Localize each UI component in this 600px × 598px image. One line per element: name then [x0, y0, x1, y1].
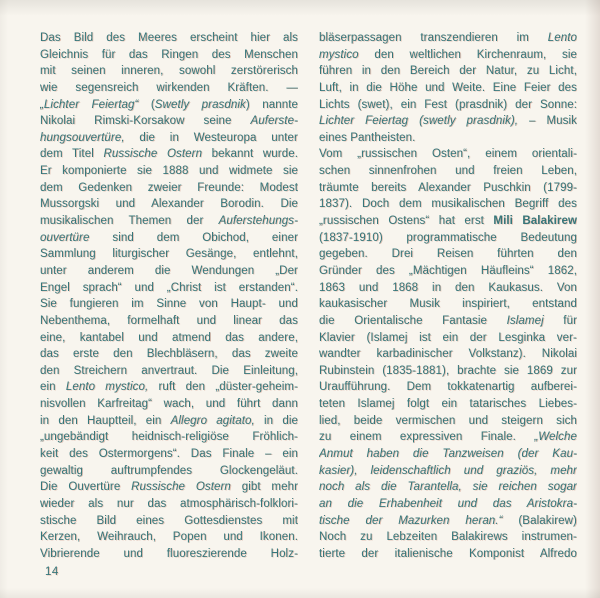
text-segment: den weltlichen Kirchenraum, sie: [358, 48, 577, 61]
text-segment: wieder als nur das atmosphärisch-folklori-: [40, 497, 298, 510]
text-segment: das erste den Blechbläsern, das zweite: [40, 348, 298, 361]
scan-edge-left: [0, 0, 8, 598]
text-segment: bekannt wurde.: [202, 148, 298, 161]
text-segment: zu einem expressiven Finale.: [319, 431, 535, 444]
text-line: [40, 180, 298, 197]
text-segment: wandter karbadinischer Volkstanz). Nikolai: [319, 348, 577, 361]
text-line: [40, 546, 298, 563]
text-columns: [40, 30, 577, 563]
text-segment: Vom „russischen Osten“, einem orientali-: [319, 148, 577, 161]
text-line: [319, 546, 577, 563]
text-segment: 1837). Doch dem musikalischen Begriff des: [319, 198, 577, 211]
text-line: [40, 330, 298, 347]
text-line: [40, 313, 298, 330]
text-line: [319, 296, 577, 313]
scan-edge-right: [585, 0, 600, 598]
text-line: [319, 213, 577, 230]
text-segment: Russische Ostern: [131, 481, 231, 494]
text-segment: wie segensreich wirkenden Kräften. —: [40, 81, 298, 94]
text-line: [319, 463, 577, 480]
text-segment: Das Bild des Meeres erscheint hier als: [40, 32, 298, 44]
text-line: [40, 529, 298, 546]
text-segment: „russischen Ostens“ hat erst: [319, 215, 494, 228]
text-line: [319, 429, 577, 446]
text-segment: Islamej: [506, 314, 544, 327]
text-segment: träumte bereits Alexander Puschkin (1799-: [319, 181, 577, 194]
text-segment: Swetly prasdnik: [154, 98, 246, 111]
text-line: [319, 30, 577, 47]
text-segment: ruft den „düster-geheim-: [148, 381, 298, 394]
scan-edge-top: [0, 0, 600, 16]
text-segment: eine, kantabel und atmend das andere,: [40, 331, 298, 344]
text-line: [40, 346, 298, 363]
text-segment: Sie fungieren im Sinne von Haupt- und: [40, 298, 298, 311]
column-left: [40, 30, 298, 563]
text-line: [319, 180, 577, 197]
text-segment: mit seinen inneren, sowohl zerstörerisch: [40, 65, 298, 78]
text-segment: „ungebändigt heidnisch-religiöse Fröhlich-: [40, 431, 298, 444]
text-line: [40, 213, 298, 230]
text-line: [40, 63, 298, 80]
scan-edge-bottom: [0, 588, 600, 598]
text-line: [319, 113, 577, 130]
text-segment: gibt mehr: [230, 481, 298, 494]
text-line: [319, 230, 577, 247]
text-line: [319, 146, 577, 163]
text-line: [40, 413, 298, 430]
text-segment: Sammlung liturgischer Gesänge, entlehnt,: [40, 248, 298, 261]
text-line: [319, 63, 577, 80]
text-segment: führen in den Bereich der Natur, zu Licht,: [319, 65, 577, 78]
column-right: [319, 30, 577, 563]
text-segment: Auferste-: [250, 115, 298, 128]
text-segment: Vibrierende und fluoreszierende Holz-: [40, 547, 298, 560]
text-segment: Die Ouvertüre: [40, 481, 132, 494]
text-segment: – Musik: [518, 115, 577, 128]
text-segment: Engel sprach“ und „Christ ist erstanden“.: [40, 281, 298, 294]
text-segment: Lento mystico,: [65, 381, 149, 394]
text-segment: dem Gedenken zweier Freunde: Modest: [40, 181, 298, 194]
text-segment: Auferstehungs-: [218, 215, 298, 228]
text-segment: hungsouvertüre,: [40, 131, 125, 144]
text-segment: Rubinstein (1835-1881), brachte sie 1869 zur: [319, 364, 577, 377]
text-segment: den Streichern anvertraut. Die Einleitung,: [40, 364, 298, 377]
text-line: [40, 446, 298, 463]
text-segment: dem Titel: [40, 148, 104, 161]
text-segment: teten Islamej folgt ein tatarisches Liebes-: [319, 398, 577, 411]
text-segment: (Balakirew): [502, 514, 577, 527]
text-segment: mystico: [319, 48, 359, 61]
text-segment: Gleichnis für das Ringen des Menschen: [40, 48, 298, 61]
text-segment: in den Hauptteil, ein: [40, 414, 171, 427]
text-line: [319, 313, 577, 330]
text-line: [319, 97, 577, 114]
text-line: [40, 146, 298, 163]
text-line: [40, 396, 298, 413]
text-line: [319, 446, 577, 463]
text-line: [40, 196, 298, 213]
text-segment: keit des Ostermorgens“. Das Finale – ein: [40, 448, 298, 461]
text-line: [319, 130, 577, 147]
text-line: [319, 346, 577, 363]
text-line: [40, 97, 298, 114]
text-segment: schen sinnenfrohen und freien Leben,: [319, 165, 577, 178]
text-segment: Klavier (Islamej ist ein der Lesginka ver-: [319, 331, 577, 344]
text-line: [40, 113, 298, 130]
text-line: [40, 429, 298, 446]
text-segment: Er komponierte sie 1888 und widmete sie: [40, 165, 298, 178]
text-line: [319, 246, 577, 263]
text-segment: gegeben. Drei Reisen führten den: [319, 248, 577, 261]
text-segment: Noch zu Lebzeiten Balakirews instrumen-: [319, 531, 577, 544]
text-segment: Lichter Feiertag (swetly prasdnik),: [319, 115, 519, 128]
text-segment: tierte der italienische Komponist Alfredo: [319, 547, 577, 560]
text-segment: kasier), leidenschaftlich und graziös, mehr: [319, 464, 577, 477]
text-line: [40, 263, 298, 280]
text-segment: musikalischen Themen der: [40, 215, 219, 228]
text-line: [319, 163, 577, 180]
text-segment: lied, beide vermischen und steigern sich: [319, 414, 577, 427]
text-segment: bläserpassagen transzendieren im: [319, 32, 548, 44]
text-segment: nisvollen Karfreitag“ wach, und führt dann: [40, 398, 298, 411]
text-segment: ein: [40, 381, 66, 394]
text-segment: Lento: [547, 32, 577, 44]
text-line: [319, 363, 577, 380]
text-segment: Mili Balakirew: [493, 215, 577, 228]
text-line: [40, 379, 298, 396]
text-segment: Russische Ostern: [103, 148, 203, 161]
text-line: [319, 196, 577, 213]
text-line: [40, 280, 298, 297]
text-segment: die Orientalische Fantasie: [319, 314, 507, 327]
page-number: 14: [45, 566, 59, 578]
text-line: [319, 513, 577, 530]
text-line: [40, 30, 298, 47]
text-segment: eines Pantheisten.: [319, 131, 416, 144]
text-segment: in die: [254, 414, 298, 427]
text-segment: stische Bild eines Gottesdienstes mit: [40, 514, 298, 527]
text-line: [319, 330, 577, 347]
text-line: [319, 80, 577, 97]
text-segment: Lichts (swet), ein Fest (prasdnik) der Sonne:: [319, 98, 577, 111]
text-line: [40, 496, 298, 513]
text-segment: „Welche: [534, 431, 577, 444]
text-segment: Luft, in die Höhe und Weite. Eine Feier des: [319, 81, 577, 94]
text-line: [40, 163, 298, 180]
text-line: [40, 363, 298, 380]
text-segment: sind dem Obichod, einer: [89, 231, 298, 244]
text-segment: unter anderem die Wendungen „Der: [40, 264, 298, 277]
text-line: [319, 396, 577, 413]
text-line: [40, 230, 298, 247]
text-segment: Anmut haben die Tanzweisen (der Kau-: [319, 448, 577, 461]
text-segment: „Lichter Feiertag“: [40, 98, 139, 111]
text-line: [319, 379, 577, 396]
text-segment: (1837-1910) programmatische Bedeutung: [319, 231, 577, 244]
text-line: [40, 246, 298, 263]
text-segment: tische der Mazurken heran.“: [319, 514, 503, 527]
text-line: [319, 529, 577, 546]
text-segment: Uraufführung. Dem tokkatenartig aufberei-: [319, 381, 577, 394]
text-segment: an die Erhabenheit und das Aristokra-: [319, 497, 577, 510]
text-segment: Nikolai Rimski-Korsakow seine: [40, 115, 251, 128]
text-line: [40, 130, 298, 147]
text-line: [319, 263, 577, 280]
text-segment: 1863 und 1868 in den Kaukasus. Von: [319, 281, 577, 294]
text-segment: Allegro agitato,: [170, 414, 255, 427]
text-segment: (: [138, 98, 155, 111]
text-segment: noch als die Tarantella, sie reichen sogar: [319, 481, 577, 494]
text-segment: ) nannte: [245, 98, 298, 111]
text-line: [40, 47, 298, 64]
text-line: [40, 296, 298, 313]
text-line: [319, 496, 577, 513]
text-segment: kaukasischer Musik inspiriert, entstand: [319, 298, 577, 311]
text-line: [319, 47, 577, 64]
text-line: [40, 80, 298, 97]
text-line: [319, 479, 577, 496]
text-line: [40, 513, 298, 530]
text-segment: ouvertüre: [40, 231, 90, 244]
text-segment: die in Westeuropa unter: [124, 131, 298, 144]
text-segment: Gründer des „Mächtigen Häufleins“ 1862,: [319, 264, 577, 277]
text-segment: Nebenthema, formelhaft und linear das: [40, 314, 298, 327]
text-segment: Mussorgski und Alexander Borodin. Die: [40, 198, 298, 211]
text-segment: für: [543, 314, 577, 327]
text-line: [319, 413, 577, 430]
text-line: [40, 463, 298, 480]
text-segment: gewaltig auftrumpfendes Glockengeläut.: [40, 464, 298, 477]
text-line: [40, 479, 298, 496]
text-line: [319, 280, 577, 297]
text-segment: Kerzen, Weihrauch, Popen und Ikonen.: [40, 531, 298, 544]
